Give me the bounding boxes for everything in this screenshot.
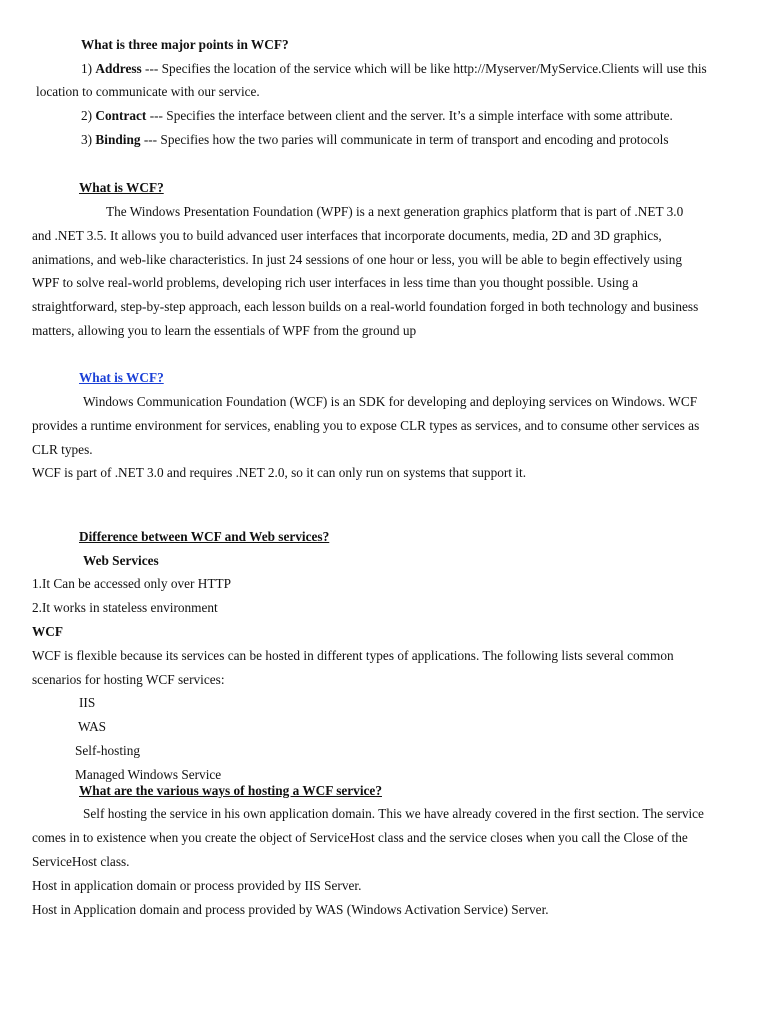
point-number: 3) <box>81 132 96 147</box>
point-address <box>81 61 707 77</box>
paragraph-line: comes in to existence when you create the object of ServiceHost class and the service closes when you call the Close of the <box>32 830 688 845</box>
term-address: Address <box>95 61 142 76</box>
point-text: --- Specifies how the two paries will communicate in term of transport and encoding and protocols <box>140 132 669 147</box>
paragraph-line: The Windows Presentation Foundation (WPF) is a next generation graphics platform that is part of .NET 3.0 <box>106 204 684 219</box>
point-contract <box>81 108 673 124</box>
paragraph-line: Windows Communication Foundation (WCF) is an SDK for developing and deploying services on Windows. WCF <box>83 394 698 409</box>
host-item: IIS <box>79 695 96 710</box>
wcf-heading: WCF <box>32 624 64 639</box>
host-item: Self-hosting <box>75 743 141 758</box>
q3-heading-link[interactable]: What is WCF? <box>79 370 164 385</box>
host-item: Managed Windows Service <box>75 767 222 782</box>
paragraph-line: Host in application domain or process provided by IIS Server. <box>32 878 362 893</box>
term-contract: Contract <box>95 108 147 123</box>
paragraph-line: animations, and web-like characteristics. In just 24 sessions of one hour or less, you will be able to begin effectively using <box>32 252 683 267</box>
paragraph-line: provides a runtime environment for services, enabling you to expose CLR types as services, and to consume other services as <box>32 418 700 433</box>
q5-heading: What are the various ways of hosting a WCF service? <box>79 783 382 798</box>
web-services-heading: Web Services <box>83 553 159 568</box>
paragraph-line: WCF is part of .NET 3.0 and requires .NET 2.0, so it can only run on systems that support it. <box>32 465 527 480</box>
paragraph-line: and .NET 3.5. It allows you to build advanced user interfaces that incorporate documents, media, 2D and 3D graphics, <box>32 228 662 243</box>
paragraph-line: scenarios for hosting WCF services: <box>32 672 225 687</box>
point-text: --- Specifies the location of the service which will be like http://Myserver/MyService.Clients will use this <box>141 61 707 76</box>
q4-heading: Difference between WCF and Web services? <box>79 529 330 544</box>
paragraph-line: Host in Application domain and process provided by WAS (Windows Activation Service) Server. <box>32 902 549 917</box>
paragraph-line: Self hosting the service in his own application domain. This we have already covered in the first section. The service <box>83 806 704 821</box>
point-number: 1) <box>81 61 96 76</box>
q2-heading: What is WCF? <box>79 180 164 195</box>
q1-heading: What is three major points in WCF? <box>81 37 289 52</box>
paragraph-line: ServiceHost class. <box>32 854 130 869</box>
paragraph-line: WPF to solve real-world problems, developing rich user interfaces in less time than you thought possible. Using a <box>32 275 639 290</box>
point-text: --- Specifies the interface between client and the server. It’s a simple interface with some attribute. <box>146 108 673 123</box>
point-address-continued: location to communicate with our service. <box>36 84 260 99</box>
paragraph-line: straightforward, step-by-step approach, each lesson builds on a real-world foundation forged in both technology and business <box>32 299 699 314</box>
list-item: 1.It Can be accessed only over HTTP <box>32 576 232 591</box>
point-number: 2) <box>81 108 96 123</box>
paragraph-line: matters, allowing you to learn the essentials of WPF from the ground up <box>32 323 417 338</box>
paragraph-line: CLR types. <box>32 442 93 457</box>
paragraph-line: WCF is flexible because its services can be hosted in different types of applications. The following lists several common <box>32 648 674 663</box>
host-item: WAS <box>78 719 107 734</box>
point-binding <box>81 132 669 148</box>
list-item: 2.It works in stateless environment <box>32 600 218 615</box>
term-binding: Binding <box>95 132 141 147</box>
